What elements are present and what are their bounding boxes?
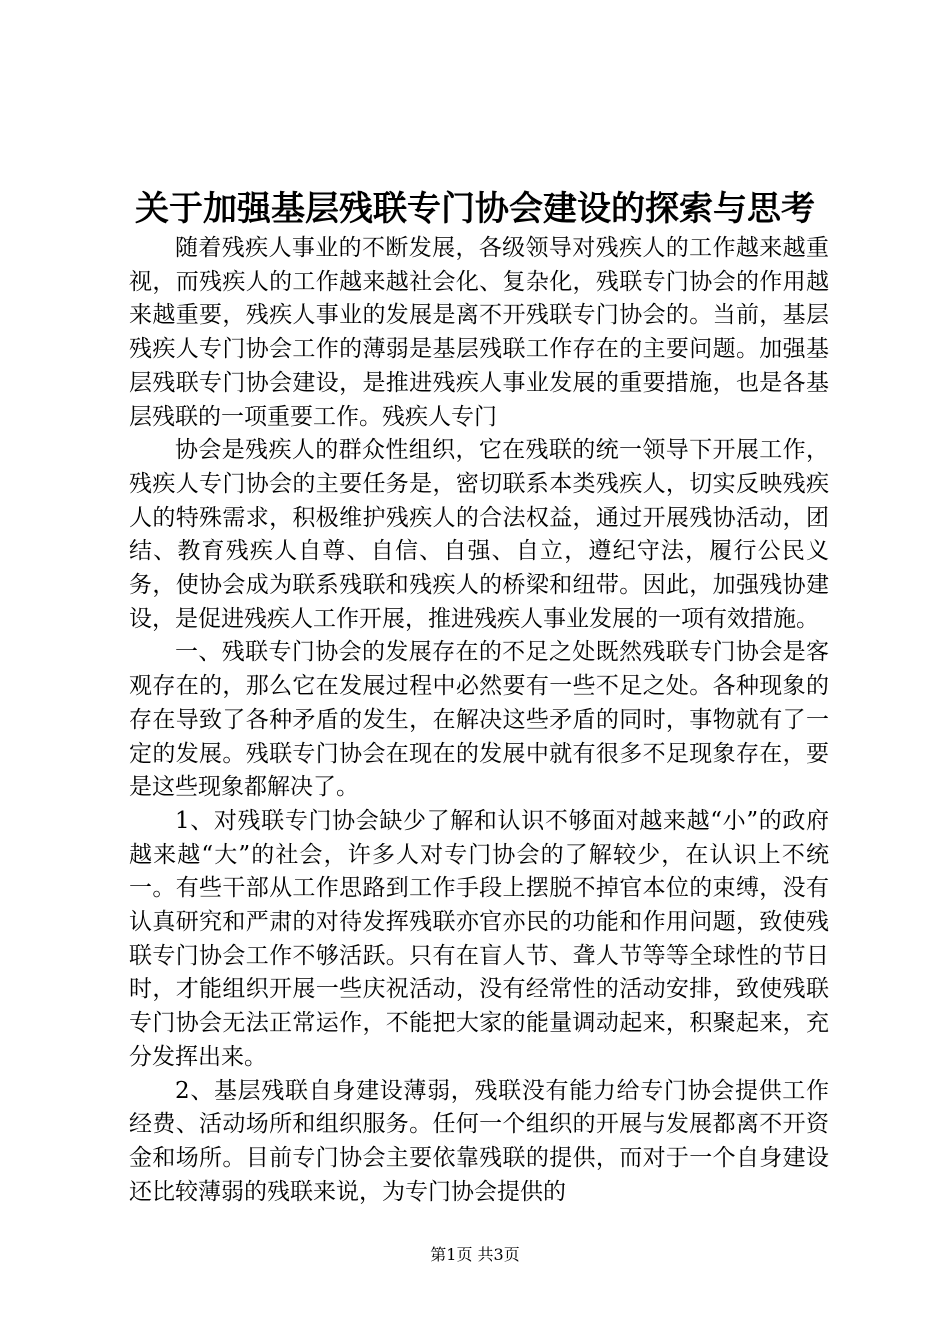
document-title: 关于加强基层残联专门协会建设的探索与思考 [135,189,815,229]
paragraph-intro: 随着残疾人事业的不断发展，各级领导对残疾人的工作越来越重视，而残疾人的工作越来越社会化、复杂化，残联专门协会的作用越来越重要，残疾人事业的发展是离不开残联专门协会的。当前，基层残疾人专门协会工作的薄弱是基层残联工作存在的主要问题。加强基层残联专门协会建设，是推进残疾人事业发展的重要措施，也是各基层残联的一项重要工作。残疾人专门 [129,235,829,430]
paragraph-point-one: 1、对残联专门协会缺少了解和认识不够面对越来越“小”的政府越来越“大”的社会，许多人对专门协会的了解较少，在认识上不统一。有些干部从工作思路到工作手段上摆脱不掉官本位的束缚，没有认真研究和严肃的对待发挥残联亦官亦民的功能和作用问题，致使残联专门协会工作不够活跃。只有在盲人节、聋人节等等全球性的节日时，才能组织开展一些庆祝活动，没有经常性的活动安排，致使残联专门协会无法正常运作，不能把大家的能量调动起来，积聚起来，充分发挥出来。 [129,807,829,1070]
page-number-footer: 第1页 共3页 [430,1245,520,1264]
paragraph-association-role: 协会是残疾人的群众性组织，它在残联的统一领导下开展工作，残疾人专门协会的主要任务是，密切联系本类残疾人，切实反映残疾人的特殊需求，积极维护残疾人的合法权益，通过开展残协活动，团结、教育残疾人自尊、自信、自强、自立，遵纪守法，履行公民义务，使协会成为联系残联和残疾人的桥梁和纽带。因此，加强残协建设，是促进残疾人工作开展，推进残疾人事业发展的一项有效措施。 [129,437,829,632]
paragraph-section-one: 一、残联专门协会的发展存在的不足之处既然残联专门协会是客观存在的，那么它在发展过程中必然要有一些不足之处。各种现象的存在导致了各种矛盾的发生，在解决这些矛盾的同时，事物就有了一定的发展。残联专门协会在现在的发展中就有很多不足现象存在，要是这些现象都解决了。 [129,639,829,801]
document-body [129,232,829,1209]
paragraph-point-two: 2、基层残联自身建设薄弱，残联没有能力给专门协会提供工作经费、活动场所和组织服务。任何一个组织的开展与发展都离不开资金和场所。目前专门协会主要依靠残联的提供，而对于一个自身建设还比较薄弱的残联来说，为专门协会提供的 [129,1077,829,1205]
